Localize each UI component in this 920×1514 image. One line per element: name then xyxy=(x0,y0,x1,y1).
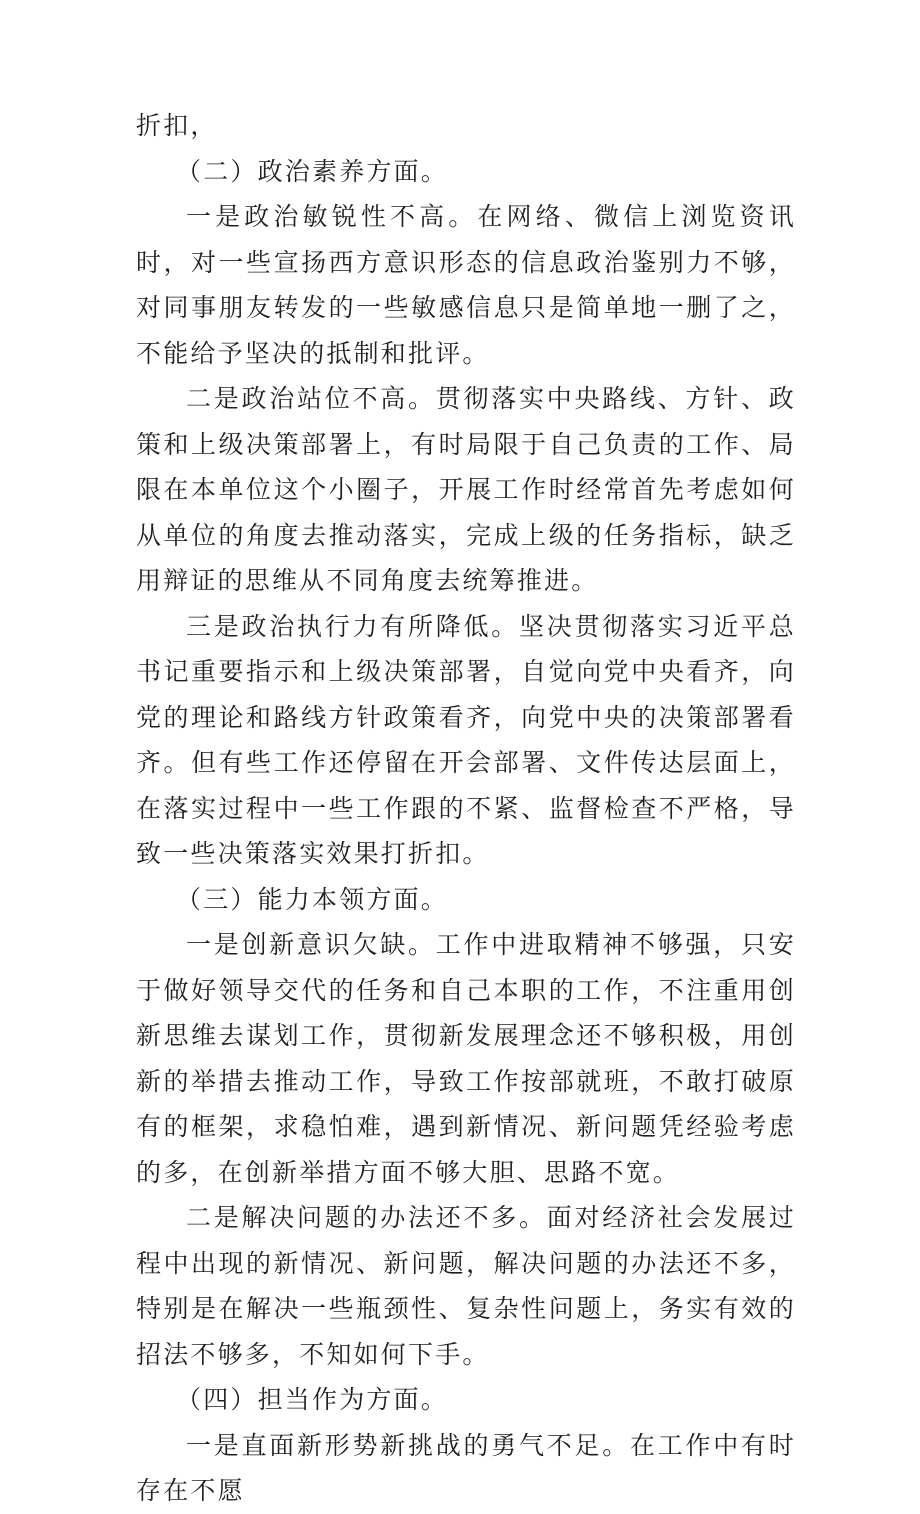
paragraph-innovation-awareness: 一是创新意识欠缺。工作中进取精神不够强，只安于做好领导交代的任务和自己本职的工作，不注重用创新思维去谋划工作，贯彻新发展理念还不够积极，用创新的举措去推动工作，导致工作按部就班，不敢打破原有的框架，求稳怕难，遇到新情况、新问题凭经验考虑的多，在创新举措方面不够大胆、思路不宽。 xyxy=(136,930,796,1187)
section-heading-ability: （三）能力本领方面。 xyxy=(176,884,449,914)
paragraph-political-sensitivity: 一是政治敏锐性不高。在网络、微信上浏览资讯时，对一些宣扬西方意识形态的信息政治鉴别力不够，对同事朋友转发的一些敏感信息只是简单地一删了之，不能给予坚决的抵制和批评。 xyxy=(136,202,796,368)
section-heading-political-literacy: （二）政治素养方面。 xyxy=(176,156,449,186)
paragraph-problem-solving: 二是解决问题的办法还不多。面对经济社会发展过程中出现的新情况、新问题，解决问题的办法还不多，特别是在解决一些瓶颈性、复杂性问题上，务实有效的招法不够多，不知如何下手。 xyxy=(136,1203,796,1369)
continuation-text: 折扣， xyxy=(136,111,218,140)
section-heading-responsibility: （四）担当作为方面。 xyxy=(176,1385,449,1414)
document-body xyxy=(136,103,796,1514)
paragraph-political-standpoint: 二是政治站位不高。贯彻落实中央路线、方针、政策和上级决策部署上，有时局限于自己负责的工作、局限在本单位这个小圈子，开展工作时经常首先考虑如何从单位的角度去推动落实，完成上级的任务指标，缺乏用辩证的思维从不同角度去统筹推进。 xyxy=(136,384,796,595)
paragraph-courage: 一是直面新形势新挑战的勇气不足。在工作中有时存在不愿 xyxy=(136,1430,796,1505)
paragraph-political-execution: 三是政治执行力有所降低。坚决贯彻落实习近平总书记重要指示和上级决策部署，自觉向党中央看齐，向党的理论和路线方针政策看齐，向党中央的决策部署看齐。但有些工作还停留在开会部署、文件传达层面上，在落实过程中一些工作跟的不紧、监督检查不严格，导致一些决策落实效果打折扣。 xyxy=(136,611,796,868)
